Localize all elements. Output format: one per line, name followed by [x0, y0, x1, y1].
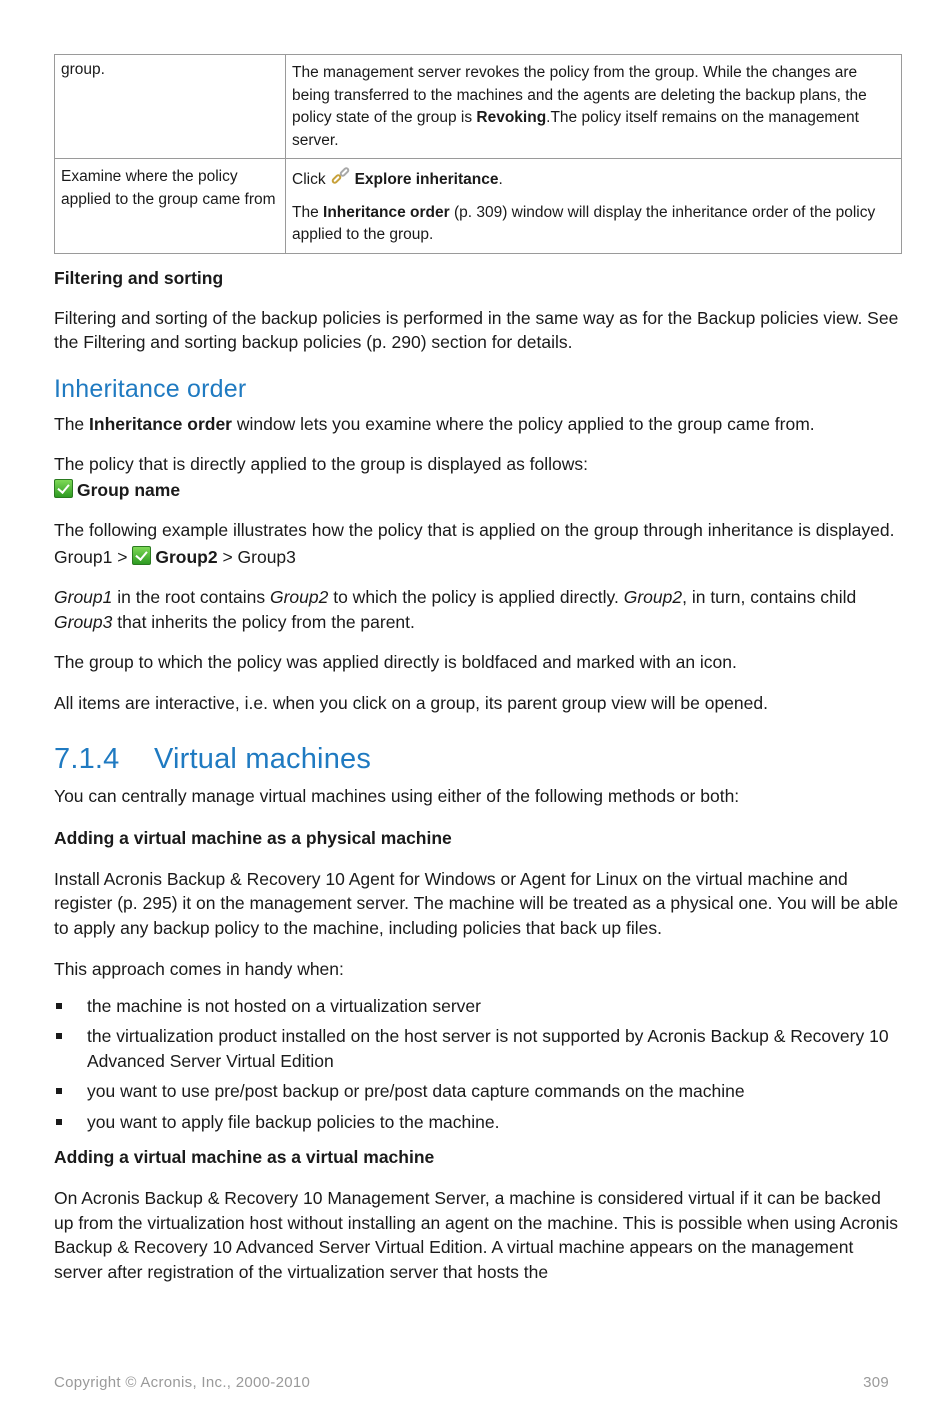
filtering-text: Filtering and sorting of the backup policies is performed in the same way as for the Backup policies view. See the Filtering and sorting backup policies (p. 290) section for details.	[54, 307, 899, 352]
vm-intro: You can centrally manage virtual machines using either of the following methods or both:	[54, 786, 740, 806]
inheritance-paragraph: All items are interactive, i.e. when you click on a group, its parent group view will be opened.	[54, 692, 768, 713]
check-icon	[132, 546, 151, 565]
document-page	[54, 54, 902, 1284]
vm-paragraph: This approach comes in handy when:	[54, 959, 344, 979]
section-heading: 7.1.4 Virtual machines	[54, 743, 372, 775]
inheritance-example-path: Group1 > Group2 > Group3	[54, 546, 296, 567]
cell-text: Click Explore inheritance.	[292, 166, 895, 192]
table-cell-action	[55, 159, 286, 254]
inheritance-heading: Inheritance order	[54, 374, 247, 403]
policy-actions-table	[54, 54, 902, 254]
table-row	[55, 159, 902, 254]
inheritance-paragraph: The following example illustrates how the policy that is applied on the group through inheritance is displayed.	[54, 520, 895, 540]
list-item: you want to apply file backup policies to the machine.	[54, 1110, 902, 1135]
vm-subheading: Adding a virtual machine as a virtual machine	[54, 1147, 435, 1167]
inheritance-paragraph: The group to which the policy was applied directly is boldfaced and marked with an icon.	[54, 652, 737, 672]
vm-subheading: Adding a virtual machine as a physical machine	[54, 827, 452, 848]
list-item: the machine is not hosted on a virtualization server	[54, 994, 902, 1019]
inheritance-paragraph: The policy that is directly applied to the group is displayed as follows:	[54, 454, 589, 474]
group-name-example: Group name	[54, 478, 902, 503]
table-cell-description	[286, 55, 902, 159]
page-number: 309	[863, 1374, 889, 1391]
vm-paragraph: Install Acronis Backup & Recovery 10 Agent for Windows or Agent for Linux on the virtual machine and register (p. 295) it on the management server. The machine will be treated as a physical one. You will be able to apply any backup policy to the machine, including policies that back up files.	[54, 868, 899, 938]
cell-text: Examine where the policy applied to the group came from	[61, 168, 276, 208]
cell-text: The management server revokes the policy from the group. While the changes are being transferred to the machines and the agents are deleting the backup plans, the policy state of the group is Revoking.The policy itself remains on the management server.	[292, 64, 867, 149]
cell-text: group.	[61, 61, 105, 78]
list-item: the virtualization product installed on the host server is not supported by Acronis Backup & Recovery 10 Advanced Server Virtual Edition	[54, 1024, 902, 1073]
inheritance-paragraph: The Inheritance order window lets you examine where the policy applied to the group came from.	[54, 413, 815, 434]
page-footer	[54, 1374, 889, 1391]
copyright-text: Copyright © Acronis, Inc., 2000-2010	[54, 1374, 311, 1391]
filtering-heading: Filtering and sorting	[54, 267, 224, 288]
cell-text: The Inheritance order (p. 309) window will display the inheritance order of the policy applied to the group.	[292, 203, 876, 243]
vm-paragraph: On Acronis Backup & Recovery 10 Management Server, a machine is considered virtual if it can be backed up from the virtualization host without installing an agent on the machine. This is possible when using Acronis Backup & Recovery 10 Advanced Server Virtual Edition. A virtual machine appears on the management server after registration of the virtualization server that hosts the	[54, 1188, 899, 1282]
inheritance-paragraph: Group1 in the root contains Group2 to which the policy is applied directly. Group2, in turn, contains child Group3 that inherits the policy from the parent.	[54, 587, 857, 632]
bullet-list	[54, 994, 902, 1135]
chain-link-icon	[330, 166, 352, 186]
table-row	[55, 55, 902, 159]
table-cell-description	[286, 159, 902, 254]
check-icon	[54, 479, 73, 498]
list-item: you want to use pre/post backup or pre/post data capture commands on the machine	[54, 1079, 902, 1104]
table-cell-action	[55, 55, 286, 159]
